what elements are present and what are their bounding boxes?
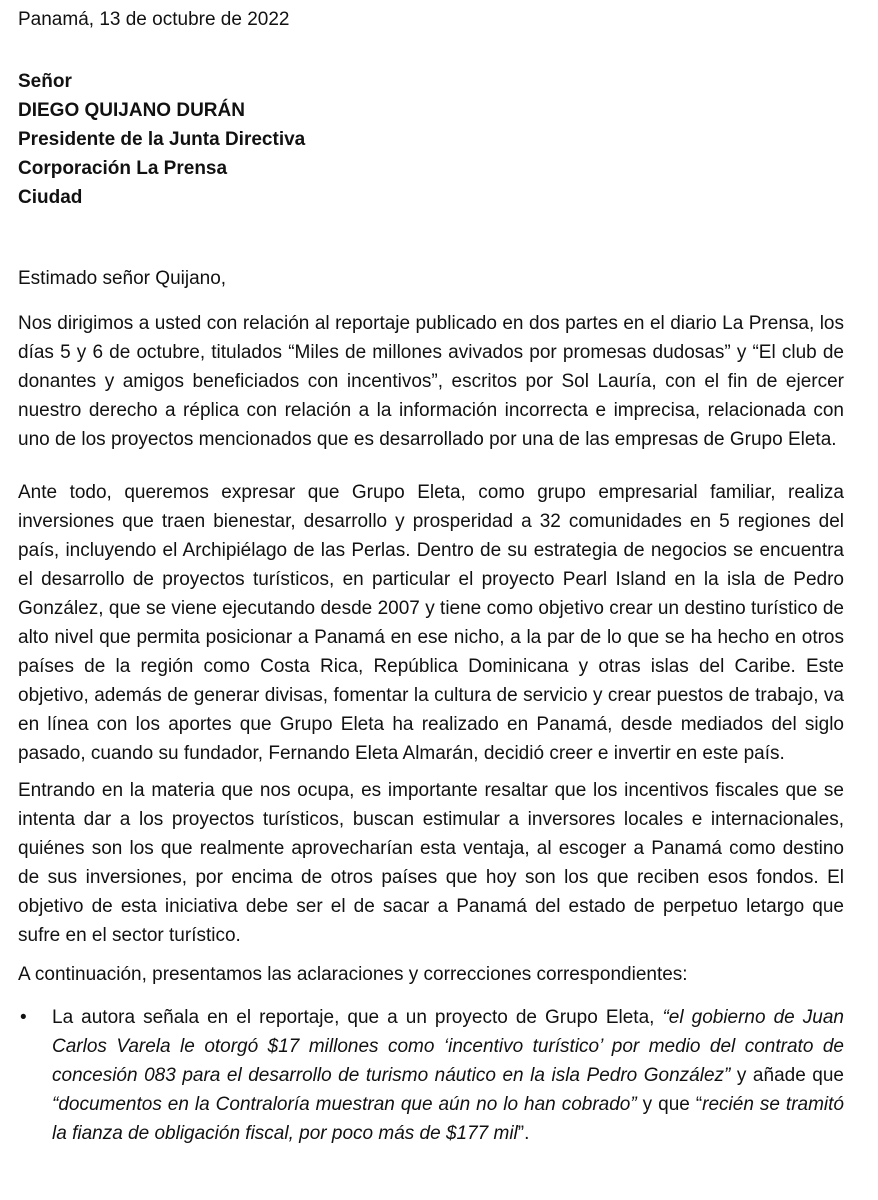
bullet-text-c: y que — [636, 1094, 696, 1115]
bullet-text-d: . — [524, 1123, 530, 1144]
bullet-quote-a: “el gobierno de Juan Carlos Varela le otorgó $17 millones como ‘incentivo turístico’ por medio del contrato de concesión 083 para el desarrollo de turismo náutico en la isla Pedro González” — [52, 1007, 844, 1086]
recipient-city: Ciudad — [18, 187, 83, 208]
bullet-text — [52, 1003, 844, 1148]
bullet-text-b: y añade que — [730, 1065, 845, 1086]
bullet-quote-b: “documentos en la Contraloría muestran que aún no lo han cobrado” — [52, 1094, 637, 1115]
bullet-item — [18, 1003, 844, 1148]
recipient-organization: Corporación La Prensa — [18, 158, 228, 179]
bullet-quote-c-open: “ — [695, 1094, 703, 1115]
paragraph-3: Entrando en la materia que nos ocupa, es importante resaltar que los incentivos fiscales que se intenta dar a los proyectos turísticos, buscan estimular a inversores locales e internacionales, quiénes son los que realmente aprovecharían esta ventaja, al escoger a Panamá como destino de sus inversiones, por encima de otros países que hoy son los que reciben esos fondos. El objetivo de esta iniciativa debe ser el de sacar a Panamá del estado de perpetuo letargo que sufre en el sector turístico. — [18, 780, 844, 946]
bullet-quote-c: recién se tramitó la fianza de obligación fiscal, por poco más de $177 mil — [52, 1094, 844, 1144]
bullet-quote-c-close: ” — [517, 1123, 525, 1144]
recipient-title: Señor — [18, 71, 72, 92]
paragraph-4: A continuación, presentamos las aclaraciones y correcciones correspondientes: — [18, 964, 688, 985]
recipient-position: Presidente de la Junta Directiva — [18, 129, 306, 150]
salutation: Estimado señor Quijano, — [18, 268, 227, 289]
recipient-block — [18, 67, 844, 212]
bullet-text-a: La autora señala en el reportaje, que a un proyecto de Grupo Eleta, — [52, 1007, 663, 1028]
recipient-name: DIEGO QUIJANO DURÁN — [18, 100, 245, 121]
letter-date: Panamá, 13 de octubre de 2022 — [18, 9, 290, 30]
paragraph-1: Nos dirigimos a usted con relación al reportaje publicado en dos partes en el diario La Prensa, los días 5 y 6 de octubre, titulados “Miles de millones avivados por promesas dudosas” y “El club de donantes y amigos beneficiados con incentivos”, escritos por Sol Lauría, con el fin de ejercer nuestro derecho a réplica con relación a la información incorrecta e imprecisa, relacionada con uno de los proyectos mencionados que es desarrollado por una de las empresas de Grupo Eleta. — [18, 313, 844, 450]
bullet-dot-icon: • — [20, 1007, 27, 1028]
paragraph-2: Ante todo, queremos expresar que Grupo Eleta, como grupo empresarial familiar, realiza inversiones que traen bienestar, desarrollo y prosperidad a 32 comunidades en 5 regiones del país, incluyendo el Archipiélago de las Perlas. Dentro de su estrategia de negocios se encuentra el desarrollo de proyectos turísticos, en particular el proyecto Pearl Island en la isla de Pedro González, que se viene ejecutando desde 2007 y tiene como objetivo crear un destino turístico de alto nivel que permita posicionar a Panamá en ese nicho, a la par de lo que se ha hecho en otros países de la región como Costa Rica, República Dominicana y otras islas del Caribe. Este objetivo, además de generar divisas, fomentar la cultura de servicio y crear puestos de trabajo, va en línea con los aportes que Grupo Eleta ha realizado en Panamá, desde mediados del siglo pasado, cuando su fundador, Fernando Eleta Almarán, decidió creer e invertir en este país. — [18, 482, 844, 764]
